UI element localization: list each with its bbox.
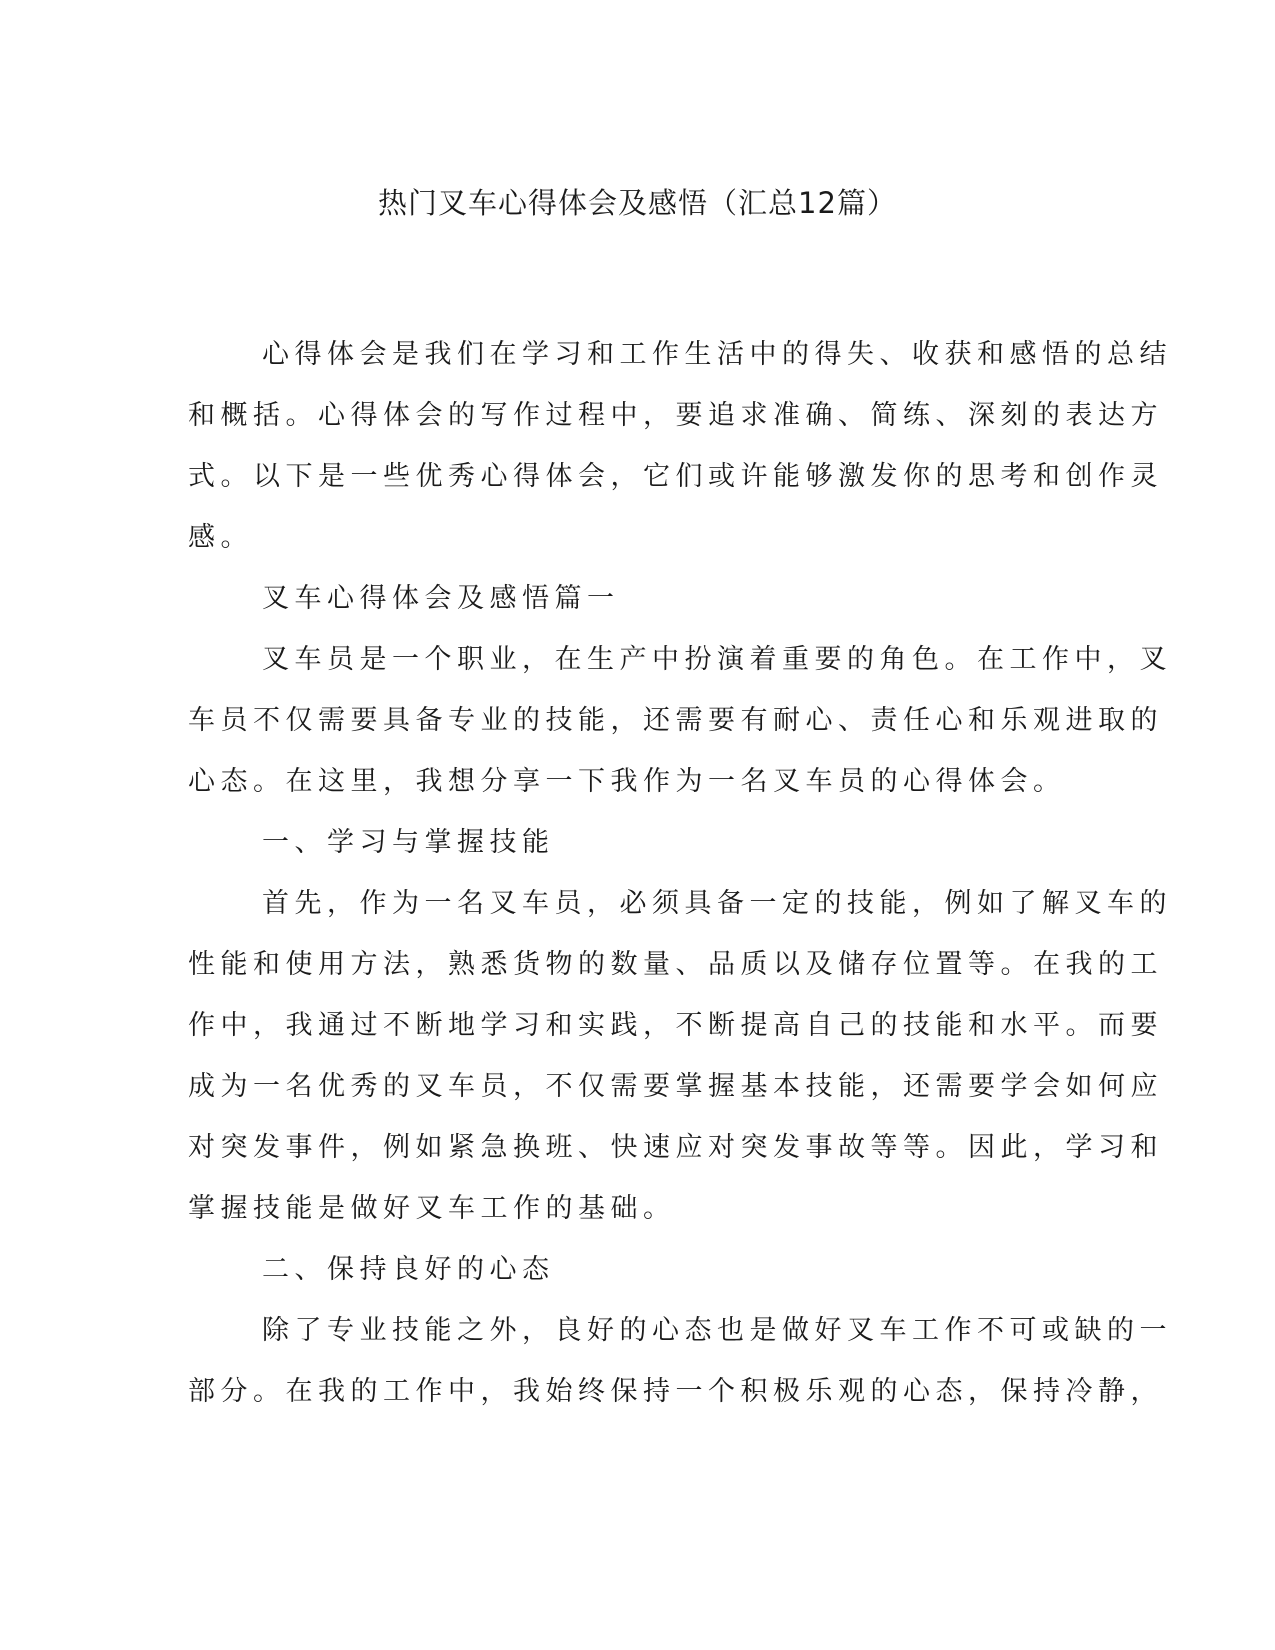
text-line: 心得体会是我们在学习和工作生活中的得失、收获和感悟的总结 [262,339,1172,370]
text-line: 一、学习与掌握技能 [262,827,555,858]
text-line: 叉车心得体会及感悟篇一 [262,583,620,614]
text-line: 二、保持良好的心态 [262,1254,555,1285]
text-line: 作中，我通过不断地学习和实践，不断提高自己的技能和水平。而要 [188,1010,1163,1041]
text-line: 式。以下是一些优秀心得体会，它们或许能够激发你的思考和创作灵 [188,461,1163,492]
text-line: 心态。在这里，我想分享一下我作为一名叉车员的心得体会。 [188,766,1066,797]
text-line: 除了专业技能之外，良好的心态也是做好叉车工作不可或缺的一 [262,1315,1172,1346]
text-line: 成为一名优秀的叉车员，不仅需要掌握基本技能，还需要学会如何应 [188,1071,1163,1102]
text-line: 车员不仅需要具备专业的技能，还需要有耐心、责任心和乐观进取的 [188,705,1163,736]
document-title: 热门叉车心得体会及感悟（汇总12篇） [378,186,897,220]
text-line: 和概括。心得体会的写作过程中，要追求准确、简练、深刻的表达方 [188,400,1163,431]
text-line: 对突发事件，例如紧急换班、快速应对突发事故等等。因此，学习和 [188,1132,1163,1163]
document-body [188,324,1172,1422]
text-line: 部分。在我的工作中，我始终保持一个积极乐观的心态，保持冷静， [188,1376,1163,1407]
text-line: 首先，作为一名叉车员，必须具备一定的技能，例如了解叉车的 [262,888,1172,919]
text-line: 叉车员是一个职业，在生产中扮演着重要的角色。在工作中，叉 [262,644,1172,675]
text-line: 感。 [188,522,253,553]
text-line: 掌握技能是做好叉车工作的基础。 [188,1193,676,1224]
text-line: 性能和使用方法，熟悉货物的数量、品质以及储存位置等。在我的工 [188,949,1163,980]
